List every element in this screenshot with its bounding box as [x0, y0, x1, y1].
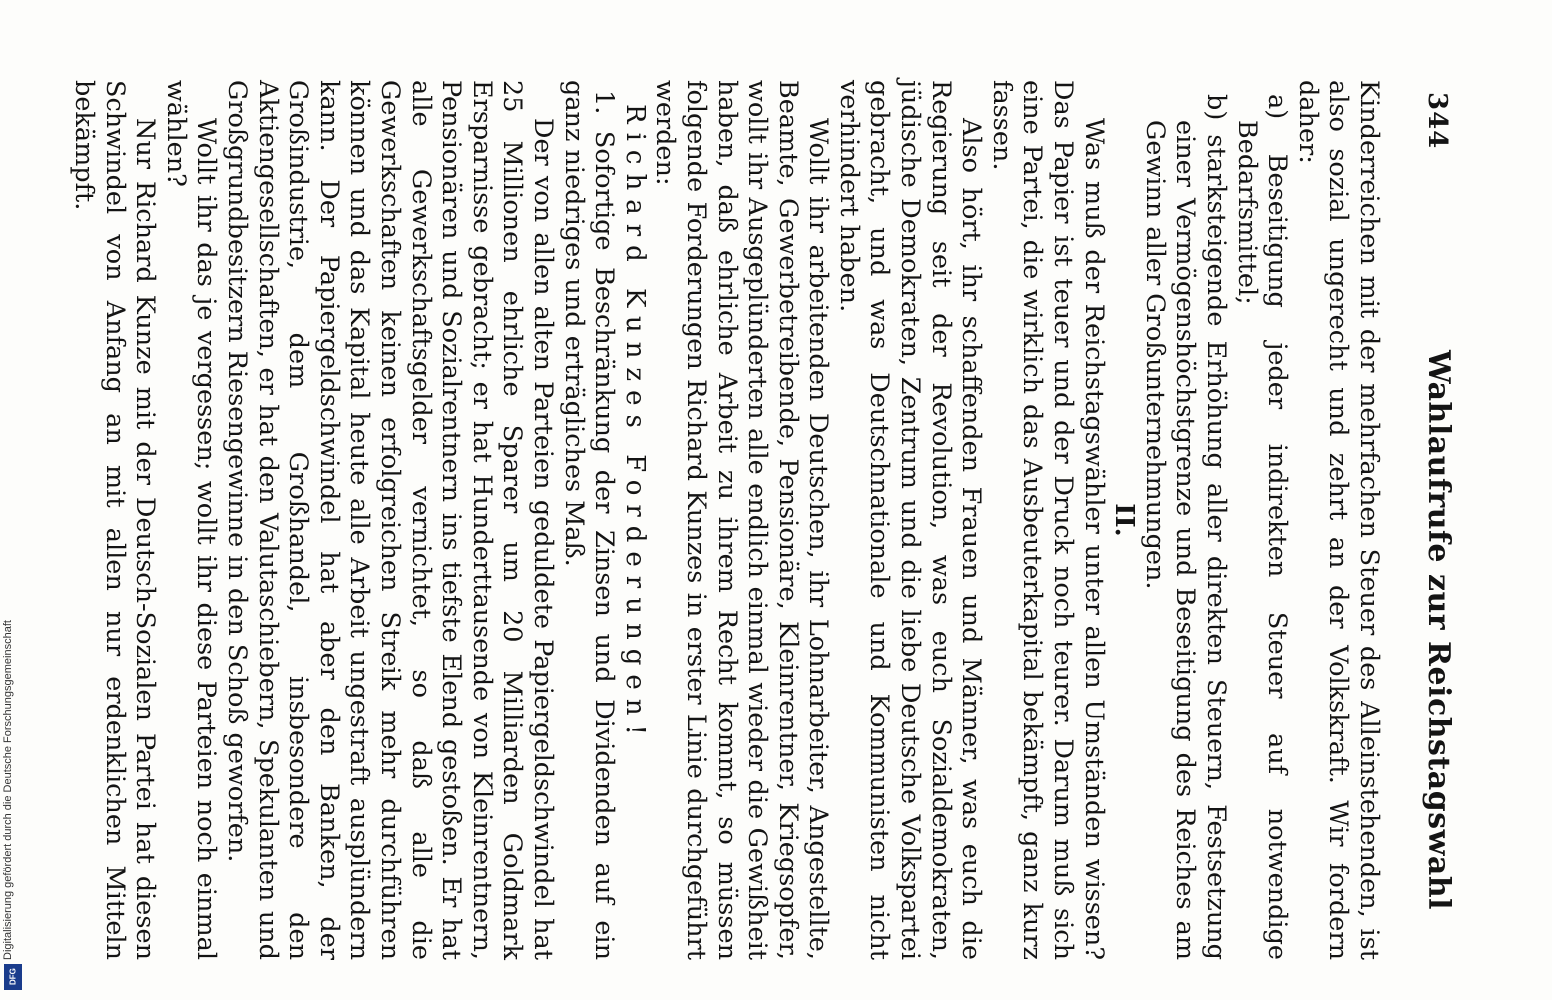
page-number: 344 [1422, 92, 1452, 150]
paragraph: Wollt ihr arbeitenden Deutschen, ihr Lohnarbeiter, Angestellte, Beamte, Gewerbetreibende, Pensionäre, Kleinrentner, Kriegsopfer, wollt ihr Ausgeplünderten alle endlich einmal wieder die Gewißheit haben, daß ehrliche Arbeit zu ihrem Recht kommt, so müssen folgende Forderungen Richard Kunzes in erster Linie durchgeführt werden: [650, 80, 834, 960]
section-number: II. [1109, 503, 1140, 537]
running-title: Wahlaufrufe zur Reichstagswahl [1421, 350, 1456, 911]
digitization-footer [2, 0, 26, 1000]
attribution-text: Digitalisierung gefördert durch die Deutsche Forschungsgemeinschaft [2, 620, 14, 960]
page-body [68, 80, 1384, 960]
numbered-demand: 1. Sofortige Beschränkung der Zinsen und Dividenden auf ein ganz niedriges und erträgliches Maß. [558, 80, 620, 960]
section-heading: Richard Kunzes Forderungen! [619, 104, 650, 744]
paragraph: Wollt ihr das je vergessen; wollt ihr diese Parteien noch einmal wählen? [160, 80, 222, 960]
paragraph: Der von allen alten Parteien geduldete Papiergeldschwindel hat 25 Millionen ehrliche Sparer um 20 Milliarden Goldmark Ersparnisse gebracht; er hat Hunderttausende von Kleinrentnern, Pensionären und Sozialrentnern ins tiefste Elend gestoßen. Er hat alle Gewerkschaftsgelder vernichtet, so daß alle die Gewerkschaften keinen erfolgreichen Streik mehr durchführen können und das Kapital heute alle Arbeit ungestraft ausplündern kann. Der Papiergeldschwindel hat aber den Banken, der Großindustrie, dem Großhandel, insbesondere den Aktiengesellschaften, er hat den Valutaschiebern, Spekulanten und Großgrundbesitzern Riesengewinne in den Schoß geworfen. [222, 80, 558, 960]
paragraph: Nur Richard Kunze mit der Deutsch-Sozialen Partei hat diesen Schwindel von Anfang an mit allen nur erdenklichen Mitteln bekämpft. [69, 80, 161, 960]
paragraph: Also hört, ihr schaffenden Frauen und Männer, was euch die Regierung seit der Revolution, was euch Sozialdemokraten, jüdische Demokraten, Zentrum und die liebe Deutsche Volkspartei gebracht, und was Deutschnationale und Kommunisten nicht verhindert haben. [833, 80, 987, 960]
dfg-logo-icon: DFG [4, 964, 22, 990]
paragraph: Was muß der Reichstagswähler unter allen Umständen wissen? Das Papier ist teuer und der Druck noch teurer. Darum muß sich eine Partei, die wirklich das Ausbeuterkapital bekämpft, ganz kurz fassen. [986, 80, 1109, 960]
list-item-b: b) starksteigende Erhöhung aller direkten Steuern, Festsetzung einer Vermögenshöchstgrenze und Beseitigung des Reiches am Gewinn aller Großunternehmungen. [1139, 94, 1232, 960]
list-item-a: a) Beseitigung jeder indirekten Steuer auf notwendige Bedarfsmittel; [1231, 94, 1293, 960]
paragraph: Kinderreichen mit der mehrfachen Steuer des Alleinstehenden, ist also sozial ungerecht und zehrt an der Volkskraft. Wir fordern daher: [1292, 80, 1384, 960]
